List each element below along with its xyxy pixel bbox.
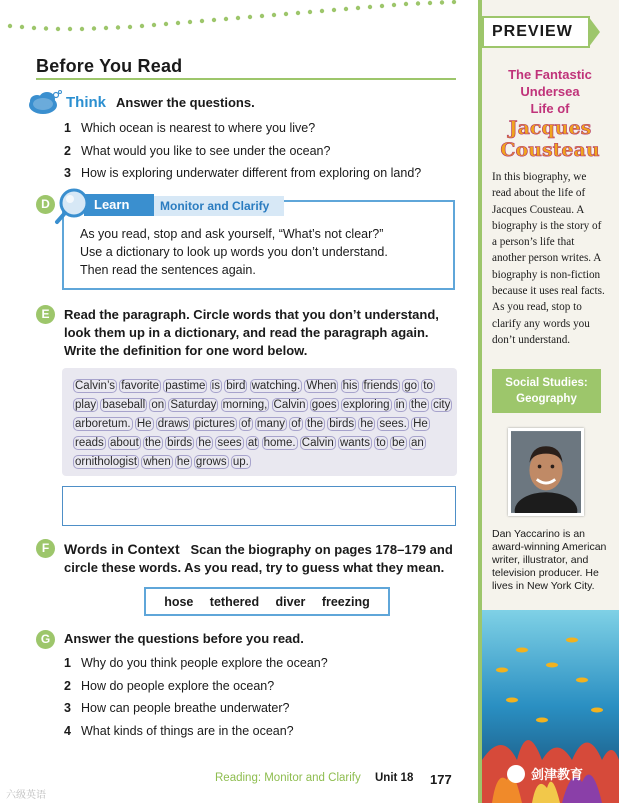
- paragraph-word[interactable]: friends: [363, 380, 399, 392]
- paragraph-word[interactable]: the: [410, 399, 427, 411]
- paragraph-word[interactable]: in: [395, 399, 405, 411]
- paragraph-word[interactable]: favorite: [121, 380, 159, 392]
- paragraph-word[interactable]: watching.: [251, 380, 301, 392]
- section-badge-f: F: [36, 539, 55, 558]
- paragraph-word[interactable]: reads: [75, 437, 104, 449]
- paragraph-word[interactable]: When: [306, 380, 337, 392]
- section-badge-g: G: [36, 630, 55, 649]
- list-item: 1 Which ocean is nearest to where you live?: [64, 121, 316, 135]
- paragraph-text: [73, 377, 453, 472]
- paragraph-word[interactable]: city: [433, 399, 451, 411]
- paragraph-word[interactable]: the: [307, 418, 324, 430]
- vocab-word: diver: [275, 594, 306, 609]
- learn-text: As you read, stop and ask yourself, “What’s not clear?” Use a dictionary to look up words you don’t understand. Then read the sentences again.: [80, 227, 388, 277]
- paragraph-word[interactable]: to: [376, 437, 386, 449]
- paragraph-word[interactable]: ornithologist: [75, 456, 138, 468]
- list-item: 4 What kinds of things are in the ocean?: [64, 723, 294, 738]
- book-subject-name: Jacques Cousteau: [500, 117, 600, 161]
- paragraph-word[interactable]: Calvin’s: [75, 380, 116, 392]
- paragraph-word[interactable]: go: [404, 380, 418, 392]
- think-label: Think: [66, 94, 106, 111]
- author-photo: [508, 428, 584, 516]
- section-badge-e: E: [36, 305, 55, 324]
- paragraph-word[interactable]: the: [144, 437, 161, 449]
- g-questions: [64, 652, 328, 742]
- paragraph-word[interactable]: an: [411, 437, 424, 449]
- think-questions: [64, 117, 421, 185]
- paragraph-word[interactable]: Saturday: [170, 399, 217, 411]
- preview-arrow-icon: [588, 16, 602, 48]
- paragraph-word[interactable]: He: [413, 418, 428, 430]
- footer-section-label: Reading: Monitor and Clarify: [215, 772, 361, 784]
- section-f-instruction: Words in Context Scan the biography on pages 178–179 and circle these words. As you read, try to guess what they mean.: [64, 541, 453, 575]
- paragraph-word[interactable]: home.: [263, 437, 296, 449]
- paragraph-word[interactable]: at: [247, 437, 258, 449]
- section-heading: Before You Read: [36, 56, 183, 76]
- paragraph-word[interactable]: wants: [339, 437, 370, 449]
- paragraph-word[interactable]: grows: [195, 456, 227, 468]
- paragraph-word[interactable]: many: [256, 418, 286, 430]
- paragraph-word[interactable]: arboretum.: [75, 418, 131, 430]
- paragraph-word[interactable]: sees.: [379, 418, 407, 430]
- footer-unit: Unit 18: [375, 772, 414, 784]
- paragraph-word[interactable]: baseball: [102, 399, 146, 411]
- paragraph-word[interactable]: his: [342, 380, 358, 392]
- paragraph-word[interactable]: bird: [226, 380, 246, 392]
- vocab-word: freezing: [321, 594, 370, 609]
- paragraph-word[interactable]: draws: [157, 418, 189, 430]
- watermark-left: 六级英语: [6, 790, 46, 801]
- paragraph-word[interactable]: He: [136, 418, 152, 430]
- list-item: 1 Why do you think people explore the ocean?: [64, 656, 328, 670]
- paragraph-word[interactable]: of: [241, 418, 251, 430]
- paragraph-word[interactable]: Calvin: [273, 399, 306, 411]
- paragraph-word[interactable]: when: [143, 456, 171, 468]
- list-item: 3 How can people breathe underwater?: [64, 701, 290, 715]
- paragraph-word[interactable]: play: [75, 399, 97, 411]
- paragraph-word[interactable]: birds: [329, 418, 355, 430]
- think-instruction: Answer the questions.: [116, 95, 255, 110]
- definition-answer-box[interactable]: [62, 486, 456, 526]
- paragraph-word[interactable]: morning,: [222, 399, 268, 411]
- paragraph-word[interactable]: he: [198, 437, 212, 449]
- list-item: 2 What would you like to see under the ocean?: [64, 143, 331, 158]
- paragraph-word[interactable]: on: [151, 399, 165, 411]
- learn-subtitle: Monitor and Clarify: [154, 196, 284, 216]
- paragraph-word[interactable]: he: [360, 418, 374, 430]
- paragraph-word[interactable]: of: [291, 418, 301, 430]
- page-number: 177: [430, 772, 452, 787]
- section-badge-d: D: [36, 195, 55, 214]
- heading-divider: [36, 78, 456, 80]
- paragraph-word[interactable]: goes: [311, 399, 337, 411]
- biography-description: In this biography, we read about the life of Jacques Cousteau. A biography is the story of a person’s life that another person writes. A biography is non-fiction because it uses real facts. As you read, stop to clarify any words you don’t understand.: [492, 171, 605, 346]
- subject-badge: Social Studies: Geography: [492, 369, 601, 413]
- watermark-right: 剑津教育: [507, 764, 583, 783]
- book-title: The Fantastic Undersea Life of: [508, 67, 592, 116]
- list-item: 2 How do people explore the ocean?: [64, 678, 275, 693]
- author-bio: Dan Yaccarino is an award-winning American writer, illustrator, and television producer. He lives in New York City.: [492, 528, 607, 592]
- paragraph-word[interactable]: he: [176, 456, 190, 468]
- wechat-icon: [507, 765, 525, 783]
- paragraph-word[interactable]: sees: [217, 437, 242, 449]
- paragraph-word[interactable]: about: [109, 437, 139, 449]
- section-e-instruction: Read the paragraph. Circle words that you don’t understand, look them up in a dictionary, and read the paragraph again. Write the definition for one word below.: [64, 307, 439, 358]
- preview-label: PREVIEW: [482, 16, 590, 48]
- paragraph-word[interactable]: pictures: [194, 418, 235, 430]
- vocabulary-box: [144, 587, 390, 616]
- words-in-context-title: Words in Context: [64, 541, 180, 557]
- paragraph-word[interactable]: be: [392, 437, 405, 449]
- paragraph-word[interactable]: is: [211, 380, 220, 392]
- vocab-word: tethered: [209, 594, 260, 609]
- paragraph-word[interactable]: pastime: [165, 380, 206, 392]
- section-g-instruction: Answer the questions before you read.: [64, 631, 304, 646]
- paragraph-word[interactable]: Calvin: [301, 437, 334, 449]
- paragraph-word[interactable]: birds: [167, 437, 193, 449]
- paragraph-word[interactable]: to: [423, 380, 433, 392]
- learn-label: Learn: [84, 194, 154, 216]
- list-item: 3 How is exploring underwater different from exploring on land?: [64, 166, 422, 180]
- magnifier-icon: [54, 186, 94, 226]
- thought-cloud-icon: [28, 90, 62, 116]
- vocab-word: hose: [164, 594, 194, 609]
- paragraph-word[interactable]: exploring: [342, 399, 390, 411]
- paragraph-word[interactable]: up.: [232, 456, 249, 468]
